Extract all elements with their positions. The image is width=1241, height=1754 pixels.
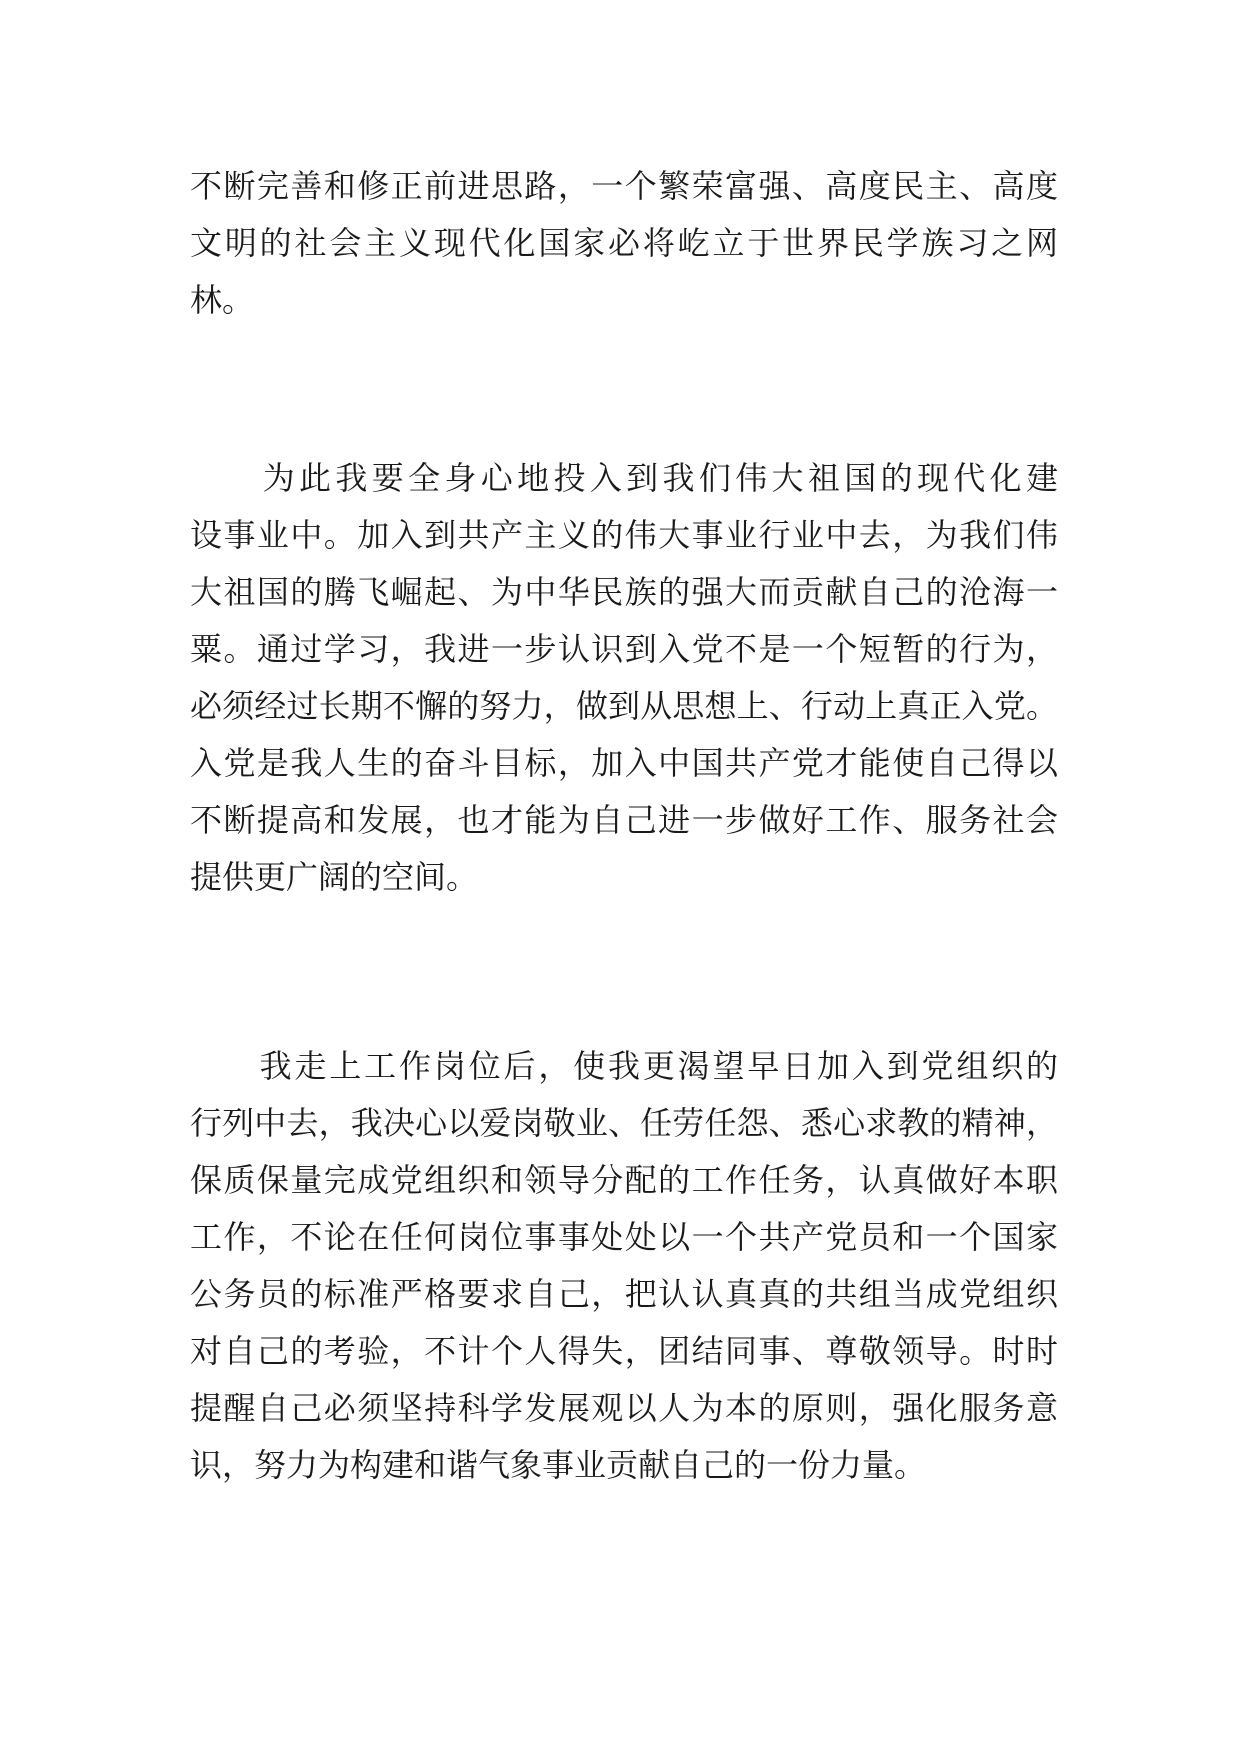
paragraph-1: [190, 158, 1058, 329]
paragraph-line: 大祖国的腾飞崛起、为中华民族的强大而贡献自己的沧海一: [190, 573, 1058, 611]
paragraph-line: 为此我要全身心地投入到我们伟大祖国的现代化建: [190, 459, 1058, 497]
paragraph-line: 行列中去，我决心以爱岗敬业、任劳任怨、悉心求教的精神，: [190, 1104, 1058, 1142]
paragraph-line: 文明的社会主义现代化国家必将屹立于世界民学族习之网: [190, 224, 1058, 262]
paragraph-line: 粟。通过学习，我进一步认识到入党不是一个短暂的行为，: [190, 630, 1058, 668]
paragraph-line: 保质保量完成党组织和领导分配的工作任务，认真做好本职: [190, 1161, 1058, 1199]
paragraph-line: 林。: [190, 281, 255, 319]
paragraph-line: 提醒自己必须坚持科学发展观以人为本的原则，强化服务意: [190, 1389, 1058, 1427]
paragraph-2: [190, 450, 1058, 906]
paragraph-line: 入党是我人生的奋斗目标，加入中国共产党才能使自己得以: [190, 744, 1058, 782]
paragraph-line: 公务员的标准严格要求自己，把认认真真的共组当成党组织: [190, 1275, 1058, 1313]
paragraph-line: 不断提高和发展，也才能为自己进一步做好工作、服务社会: [190, 801, 1058, 839]
paragraph-line: 我走上工作岗位后，使我更渴望早日加入到党组织的: [190, 1047, 1058, 1085]
paragraph-line: 识，努力为构建和谐气象事业贡献自己的一份力量。: [190, 1446, 927, 1484]
paragraph-line: 不断完善和修正前进思路，一个繁荣富强、高度民主、高度: [190, 167, 1058, 205]
paragraph-line: 工作，不论在任何岗位事事处处以一个共产党员和一个国家: [190, 1218, 1058, 1256]
paragraph-line: 对自己的考验，不计个人得失，团结同事、尊敬领导。时时: [190, 1332, 1058, 1370]
paragraph-line: 设事业中。加入到共产主义的伟大事业行业中去，为我们伟: [190, 516, 1058, 554]
paragraph-3: [190, 1038, 1058, 1494]
paragraph-line: 提供更广阔的空间。: [190, 858, 479, 896]
paragraph-line: 必须经过长期不懈的努力，做到从思想上、行动上真正入党。: [190, 687, 1058, 725]
